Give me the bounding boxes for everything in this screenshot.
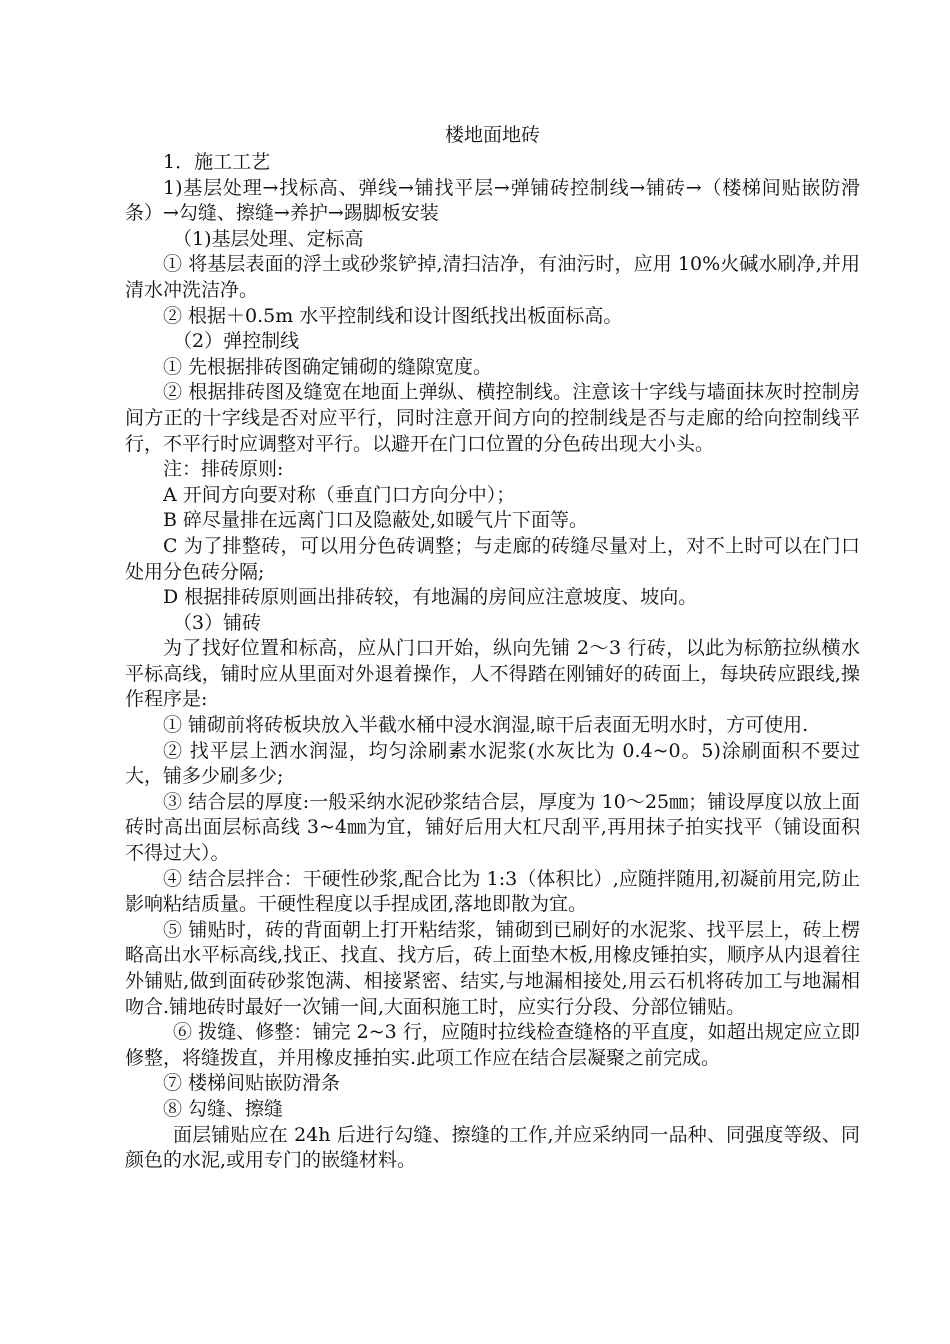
paragraph: 为了找好位置和标高，应从门口开始，纵向先铺 2～3 行砖，以此为标筋拉纵横水平标高线，铺时应从里面对外退着操作，人不得踏在刚铺好的砖面上，每块砖应跟线,操作程序是: (125, 637, 860, 711)
page-title: 楼地面地砖 (444, 124, 540, 146)
paragraph: ① 将基层表面的浮土或砂浆铲掉,清扫洁净，有油污时，应用 10%火碱水刷净,并用清水冲洗洁净。 (125, 253, 860, 301)
paragraph: ① 铺砌前将砖板块放入半截水桶中浸水润湿,晾干后表面无明水时，方可使用. (163, 714, 809, 737)
paragraph: ⑦ 楼梯间贴嵌防滑条 (163, 1072, 341, 1095)
subsection-heading: （3）铺砖 (173, 611, 262, 634)
section-heading: 1．施工工艺 (163, 151, 271, 173)
subsection-heading: （1)基层处理、定标高 (173, 227, 364, 250)
paragraph: ① 先根据排砖图确定铺砌的缝隙宽度。 (163, 355, 493, 378)
list-item: C 为了排整砖，可以用分色砖调整；与走廊的砖缝尽量对上，对不上时可以在门口处用分色砖分隔; (125, 534, 860, 583)
paragraph: ② 根据排砖图及缝宽在地面上弹纵、横控制线。注意该十字线与墙面抹灰时控制房间方正的十字线是否对应平行，同时注意开间方向的控制线是否与走廊的给向控制线平行，不平行时应调整对平行。以避开在门口位置的分色砖出现大小头。 (125, 381, 860, 455)
document-body (125, 120, 860, 1174)
process-flow-paragraph: 1)基层处理→找标高、弹线→铺找平层→弹铺砖控制线→铺砖→（楼梯间贴嵌防滑条）→勾缝、擦缝→养护→踢脚板安装 (125, 176, 860, 225)
paragraph: 面层铺贴应在 24h 后进行勾缝、擦缝的工作,并应采纳同一品种、同强度等级、同颜色的水泥,或用专门的嵌缝材料。 (125, 1123, 860, 1172)
paragraph: ⑥ 拨缝、修整：铺完 2~3 行，应随时拉线检查缝格的平直度，如超出规定应立即修整，将缝拨直，并用橡皮捶拍实.此项工作应在结合层凝聚之前完成。 (125, 1021, 860, 1069)
list-item: D 根据排砖原则画出排砖较，有地漏的房间应注意坡度、坡向。 (163, 586, 698, 609)
note-heading: 注：排砖原则: (163, 458, 284, 481)
paragraph: ③ 结合层的厚度:一般采纳水泥砂浆结合层，厚度为 10～25㎜；铺设厚度以放上面砖时高出面层标高线 3~4㎜为宜，铺好后用大杠尺刮平,再用抹子拍实找平（铺设面积不得过大）。 (125, 790, 860, 865)
list-item: B 碎尽量排在远离门口及隐蔽处,如暖气片下面等。 (163, 509, 589, 532)
paragraph: ④ 结合层拌合：干硬性砂浆,配合比为 1:3（体积比）,应随拌随用,初凝前用完,防止影响粘结质量。干硬性程度以手捏成团,落地即散为宜。 (125, 867, 860, 916)
paragraph: ⑧ 勾缝、擦缝 (163, 1097, 284, 1120)
subsection-heading: （2）弹控制线 (173, 330, 300, 353)
paragraph: ⑤ 铺贴时，砖的背面朝上打开粘结浆，铺砌到已刷好的水泥浆、找平层上，砖上楞略高出水平标高线,找正、找直、找方后，砖上面垫木板,用橡皮锤拍实，顺序从内退着往外铺贴,做到面砖砂浆饱满、相接紧密、结实,与地漏相接处,用云石机将砖加工与地漏相吻合.铺地砖时最好一次铺一间,大面积施工时，应实行分段、分部位铺贴。 (125, 918, 860, 1018)
paragraph: ② 根据＋0.5m 水平控制线和设计图纸找出板面标高。 (163, 304, 623, 327)
list-item: A 开间方向要对称（垂直门口方向分中）； (163, 483, 516, 506)
paragraph: ② 找平层上洒水润湿，均匀涂刷素水泥浆(水灰比为 0.4~0。5)涂刷面积不要过大，铺多少刷多少; (125, 739, 860, 788)
